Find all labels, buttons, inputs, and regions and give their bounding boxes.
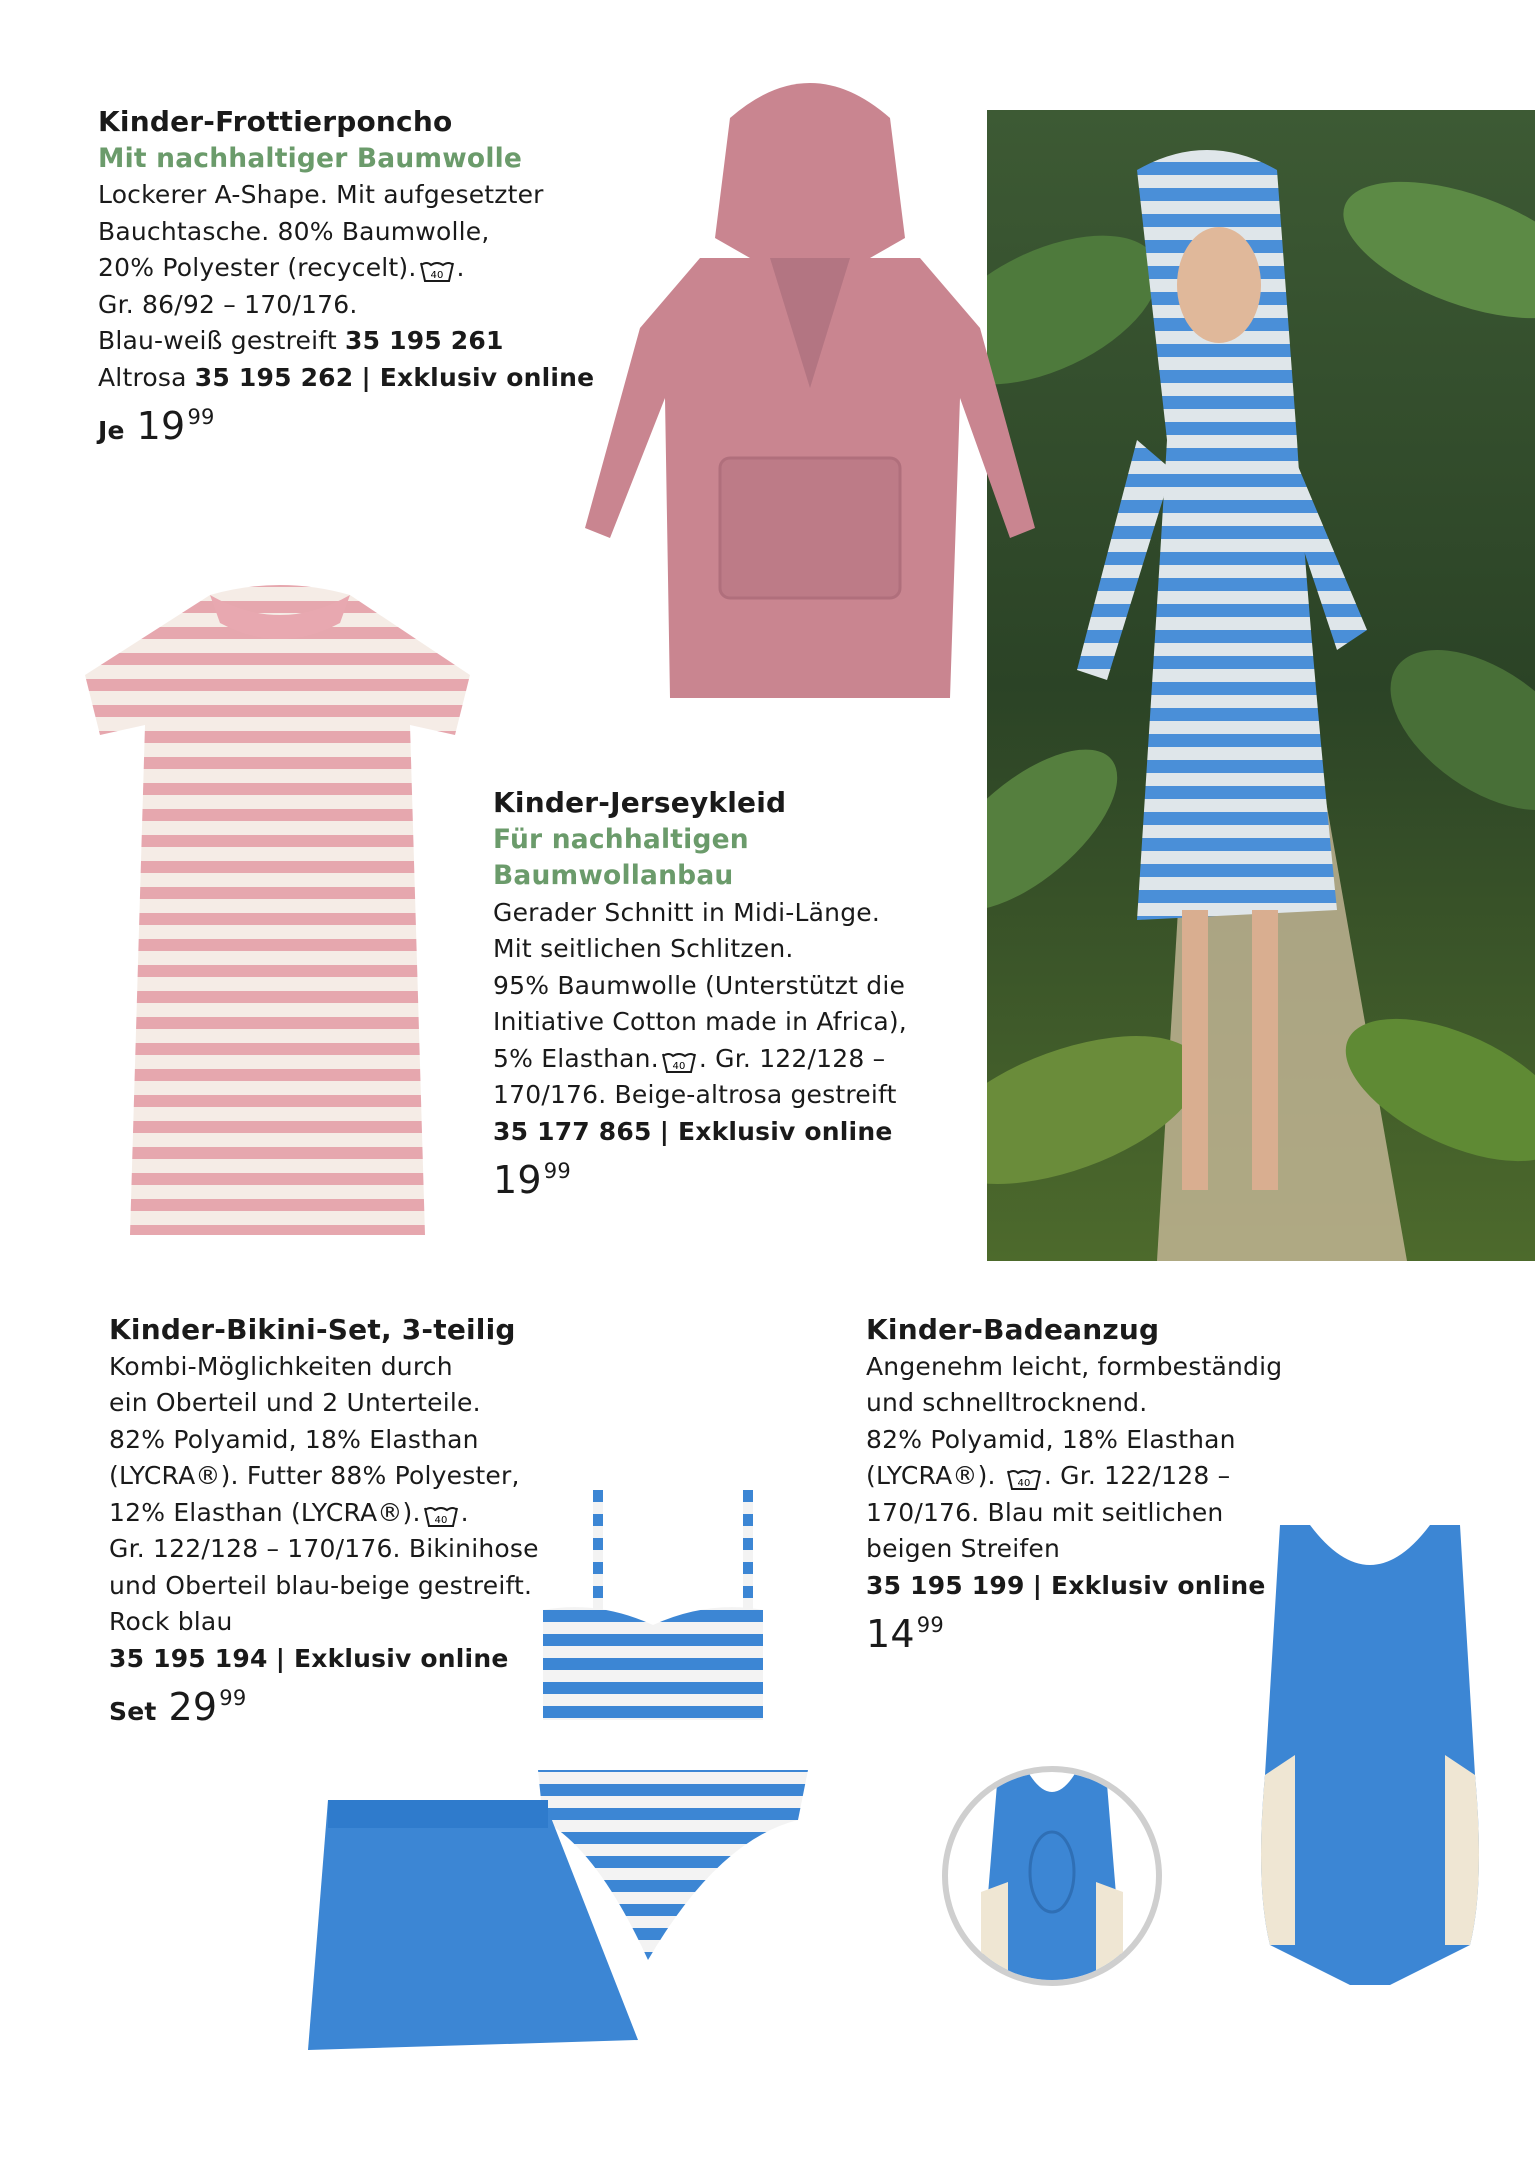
bikini-top-image	[538, 1490, 768, 1730]
swimsuit-desc-6: beigen Streifen	[866, 1534, 1060, 1563]
model-photo	[987, 110, 1535, 1261]
bikini-desc-4: (LYCRA®). Futter 88% Polyester,	[109, 1461, 520, 1490]
poncho-desc-4: Gr. 86/92 – 170/176.	[98, 289, 358, 319]
svg-text:40: 40	[1017, 1478, 1031, 1489]
dress-desc-1: Gerader Schnitt in Midi-Länge.	[493, 897, 881, 927]
bikini-title: Kinder-Bikini-Set, 3-teilig	[109, 1313, 516, 1346]
swimsuit-article: 35 195 199 | Exklusiv online	[866, 1570, 1266, 1600]
bikini-desc-7: und Oberteil blau-beige gestreift.	[109, 1570, 533, 1600]
dress-subtitle-2: Baumwollanbau	[493, 860, 734, 891]
poncho-desc-3: 20% Polyester (recycelt). 40 .	[98, 253, 465, 282]
dress-desc-4: Initiative Cotton made in Africa),	[493, 1007, 907, 1036]
svg-text:40: 40	[434, 1514, 448, 1526]
wash-40-icon	[661, 1048, 697, 1072]
swimsuit-price: 14 99	[866, 1612, 944, 1656]
poncho-subtitle: Mit nachhaltiger Baumwolle	[98, 142, 523, 174]
swimsuit-desc-4: (LYCRA®). 40 . Gr. 122/128 –	[866, 1461, 1231, 1490]
swimsuit-title: Kinder-Badeanzug	[866, 1313, 1160, 1346]
wash-40-icon	[1006, 1465, 1042, 1489]
bikini-desc-5: 12% Elasthan (LYCRA®). 40 .	[109, 1497, 469, 1527]
swimsuit-desc-5: 170/176. Blau mit seitlichen	[866, 1497, 1224, 1527]
dress-price: 19 99	[493, 1158, 571, 1202]
bikini-desc-1: Kombi-Möglichkeiten durch	[109, 1351, 453, 1381]
svg-text:40: 40	[672, 1060, 686, 1072]
wash-40-icon	[423, 1502, 459, 1526]
dress-text	[493, 785, 907, 1205]
swimsuit-desc-1: Angenehm leicht, formbeständig	[866, 1351, 1283, 1381]
poncho-desc-1: Lockerer A-Shape. Mit aufgesetzter	[98, 180, 544, 209]
poncho-variant-2: Altrosa 35 195 262 | Exklusiv online	[98, 362, 595, 392]
poncho-price: Je 19 99	[98, 404, 215, 448]
swimsuit-text	[866, 1312, 1282, 1659]
bikini-desc-8: Rock blau	[109, 1607, 233, 1636]
swimsuit-desc-3: 82% Polyamid, 18% Elasthan	[866, 1424, 1236, 1454]
dress-desc-3: 95% Baumwolle (Unterstützt die	[493, 970, 906, 1000]
jersey-dress-image	[70, 575, 490, 1245]
skirt-image	[308, 1800, 638, 2060]
bikini-desc-6: Gr. 122/128 – 170/176. Bikinihose	[109, 1534, 539, 1563]
dress-title: Kinder-Jerseykleid	[493, 786, 787, 819]
poncho-image	[570, 58, 1040, 718]
bikini-desc-2: ein Oberteil und 2 Unterteile.	[109, 1388, 481, 1417]
poncho-variant-1: Blau-weiß gestreift 35 195 261	[98, 326, 504, 355]
dress-desc-2: Mit seitlichen Schlitzen.	[493, 934, 794, 963]
dress-desc-5: 5% Elasthan. 40 . Gr. 122/128 –	[493, 1043, 886, 1073]
svg-text:40: 40	[429, 270, 444, 281]
swimsuit-desc-2: und schnelltrocknend.	[866, 1388, 1148, 1417]
poncho-text	[98, 104, 594, 451]
poncho-desc-2: Bauchtasche. 80% Baumwolle,	[98, 216, 490, 246]
bikini-desc-3: 82% Polyamid, 18% Elasthan	[109, 1424, 479, 1454]
bikini-text	[109, 1312, 539, 1732]
bikini-price: Set 29 99	[109, 1685, 247, 1729]
wash-40-icon	[419, 257, 455, 281]
dress-article: 35 177 865 | Exklusiv online	[493, 1116, 893, 1146]
swimsuit-back-detail-image	[942, 1766, 1162, 1986]
bikini-article: 35 195 194 | Exklusiv online	[109, 1643, 509, 1673]
dress-desc-6: 170/176. Beige-altrosa gestreift	[493, 1080, 897, 1109]
poncho-title: Kinder-Frottierponcho	[98, 105, 453, 138]
dress-subtitle-1: Für nachhaltigen	[493, 823, 749, 855]
